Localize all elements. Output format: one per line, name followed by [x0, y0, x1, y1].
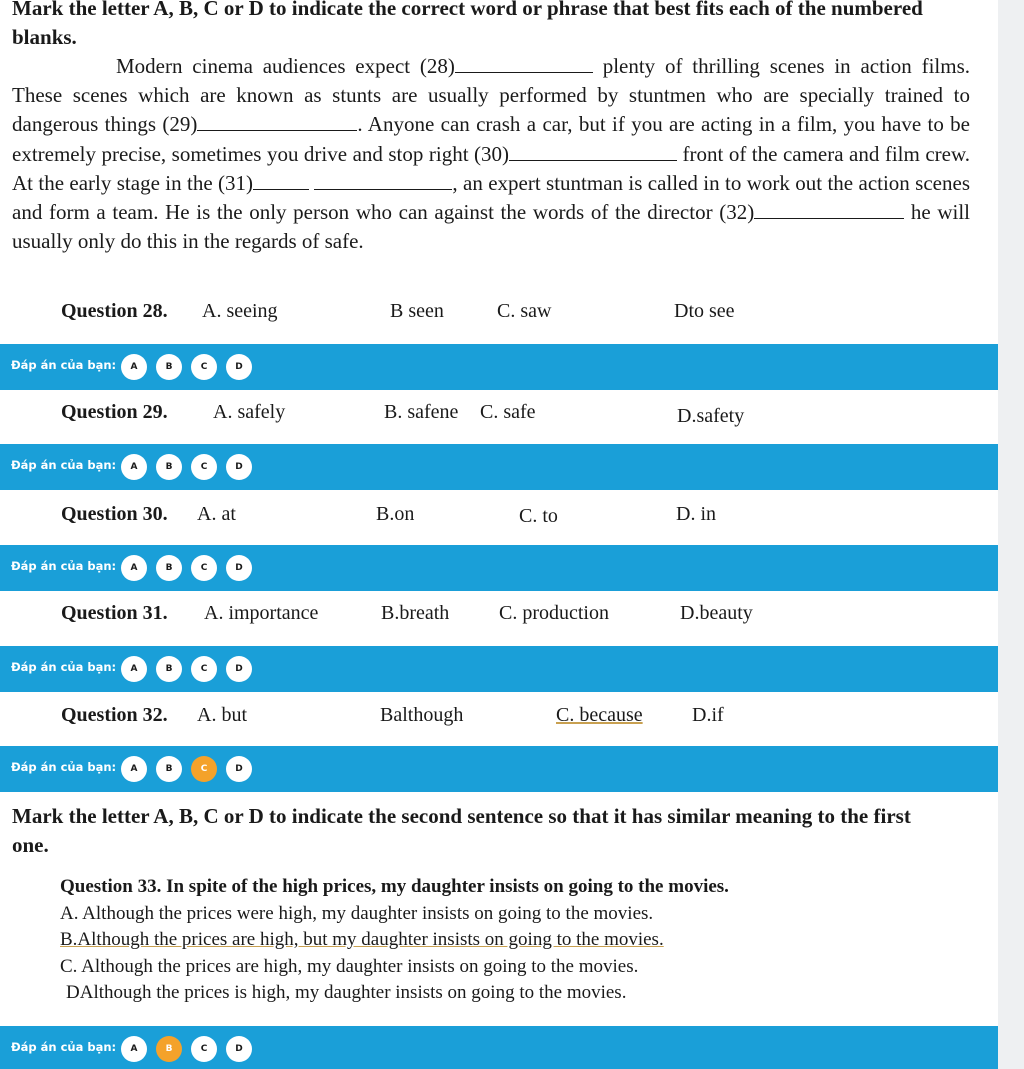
question-28-row: [0, 292, 998, 332]
question-28-option-c: C. saw: [497, 300, 552, 322]
answer-30-a-button[interactable]: A: [121, 555, 147, 581]
question-30-option-c: C. to: [519, 505, 558, 527]
answer-label: Đáp án của bạn:: [11, 358, 117, 372]
question-31-label: Question 31.: [61, 602, 168, 624]
question-33-option-b: B.Although the prices are high, but my daughter insists on going to the movies.: [60, 929, 664, 950]
question-29-option-c: C. safe: [480, 401, 536, 423]
answer-label: Đáp án của bạn:: [11, 760, 117, 774]
answer-30-c-button[interactable]: C: [191, 555, 217, 581]
question-29-option-a: A. safely: [213, 401, 286, 423]
passage-part-4: front of the camera and film crew. At the early stage in the (31): [12, 141, 971, 195]
section1-instruction: Mark the letter A, B, C or D to indicate the correct word or phrase that best fits each of the numbered blanks.: [12, 0, 923, 49]
question-30-option-b: B.on: [376, 503, 415, 525]
answer-bar-28: [0, 344, 998, 390]
answer-28-d-button[interactable]: D: [226, 354, 252, 380]
answer-32-b-button[interactable]: B: [156, 756, 182, 782]
answer-29-d-button[interactable]: D: [226, 454, 252, 480]
answer-31-b-button[interactable]: B: [156, 656, 182, 682]
question-30-option-d: D. in: [676, 503, 716, 525]
answer-29-b-button[interactable]: B: [156, 454, 182, 480]
section2-instruction: Mark the letter A, B, C or D to indicate the second sentence so that it has similar meaning to the first one.: [12, 804, 911, 857]
answer-bar-29: [0, 444, 998, 490]
question-32-option-b: Balthough: [380, 704, 464, 726]
question-29-label: Question 29.: [61, 401, 168, 423]
answer-33-c-button[interactable]: C: [191, 1036, 217, 1062]
question-32-option-c: C. because: [556, 704, 643, 726]
passage-part-6: he will usually only do this in the regards of safe.: [12, 200, 970, 254]
answer-29-c-button[interactable]: C: [191, 454, 217, 480]
answer-bar-30: [0, 545, 998, 591]
blank-30: [509, 142, 677, 161]
question-31-option-b: B.breath: [381, 602, 450, 624]
answer-bar-33: [0, 1026, 998, 1069]
blank-28: [455, 54, 593, 73]
passage-part-2: plenty of thrilling scenes in action films. These scenes which are known as stunts are usually performed by stuntmen who are specially trained to dangerous things (29): [12, 54, 970, 137]
answer-31-c-button[interactable]: C: [191, 656, 217, 682]
question-30-option-a: A. at: [197, 503, 236, 525]
answer-label: Đáp án của bạn:: [11, 1040, 117, 1054]
answer-bar-31: [0, 646, 998, 692]
question-33-option-c: C. Although the prices are high, my daughter insists on going to the movies.: [60, 956, 639, 977]
answer-31-d-button[interactable]: D: [226, 656, 252, 682]
question-33-option-d: DAlthough the prices is high, my daughter insists on going to the movies.: [66, 982, 627, 1003]
answer-28-b-button[interactable]: B: [156, 354, 182, 380]
question-29-row: [0, 393, 998, 433]
question-30-label: Question 30.: [61, 503, 168, 525]
answer-bar-32: [0, 746, 998, 792]
answer-28-c-button[interactable]: C: [191, 354, 217, 380]
question-32-row: [0, 696, 998, 736]
question-33-stem: Question 33. In spite of the high prices, my daughter insists on going to the movies.: [60, 876, 729, 897]
question-28-label: Question 28.: [61, 300, 168, 322]
blank-29: [197, 112, 357, 131]
blank-31b: [314, 171, 452, 190]
question-29-option-b: B. safene: [384, 401, 459, 423]
answer-33-a-button[interactable]: A: [121, 1036, 147, 1062]
answer-32-d-button[interactable]: D: [226, 756, 252, 782]
answer-32-c-button-selected[interactable]: C: [191, 756, 217, 782]
question-32-option-a: A. but: [197, 704, 247, 726]
question-28-option-d: Dto see: [674, 300, 735, 322]
question-29-option-d: D.safety: [677, 405, 745, 427]
passage-part-5: , an expert stuntman is called in to work out the action scenes and form a team. He is the only person who can against the words of the director (32): [12, 170, 970, 225]
passage-part-1: Modern cinema audiences expect (28): [116, 54, 455, 78]
blank-32: [754, 200, 904, 219]
answer-label: Đáp án của bạn:: [11, 660, 117, 674]
answer-29-a-button[interactable]: A: [121, 454, 147, 480]
question-32-option-d: D.if: [692, 704, 724, 726]
question-33-option-a: A. Although the prices were high, my daughter insists on going to the movies.: [60, 903, 654, 924]
answer-33-d-button[interactable]: D: [226, 1036, 252, 1062]
answer-28-a-button[interactable]: A: [121, 354, 147, 380]
answer-31-a-button[interactable]: A: [121, 656, 147, 682]
answer-label: Đáp án của bạn:: [11, 559, 117, 573]
question-28-option-b: B seen: [390, 300, 444, 322]
answer-32-a-button[interactable]: A: [121, 756, 147, 782]
answer-30-d-button[interactable]: D: [226, 555, 252, 581]
answer-33-b-button-selected[interactable]: B: [156, 1036, 182, 1062]
answer-label: Đáp án của bạn:: [11, 458, 117, 472]
question-31-option-a: A. importance: [204, 602, 319, 624]
answer-30-b-button[interactable]: B: [156, 555, 182, 581]
question-31-row: [0, 594, 998, 634]
blank-31a: [253, 171, 309, 190]
right-edge-scroll-area: [998, 0, 1024, 1069]
passage-part-3: . Anyone can crash a car, but if you are acting in a film, you have to be extremely precise, sometimes you drive and stop right (30): [12, 112, 970, 166]
question-32-label: Question 32.: [61, 704, 168, 726]
question-31-option-d: D.beauty: [680, 602, 753, 624]
question-30-row: [0, 495, 998, 535]
question-28-option-a: A. seeing: [202, 300, 278, 322]
reading-passage: [12, 52, 970, 256]
question-31-option-c: C. production: [499, 602, 609, 624]
